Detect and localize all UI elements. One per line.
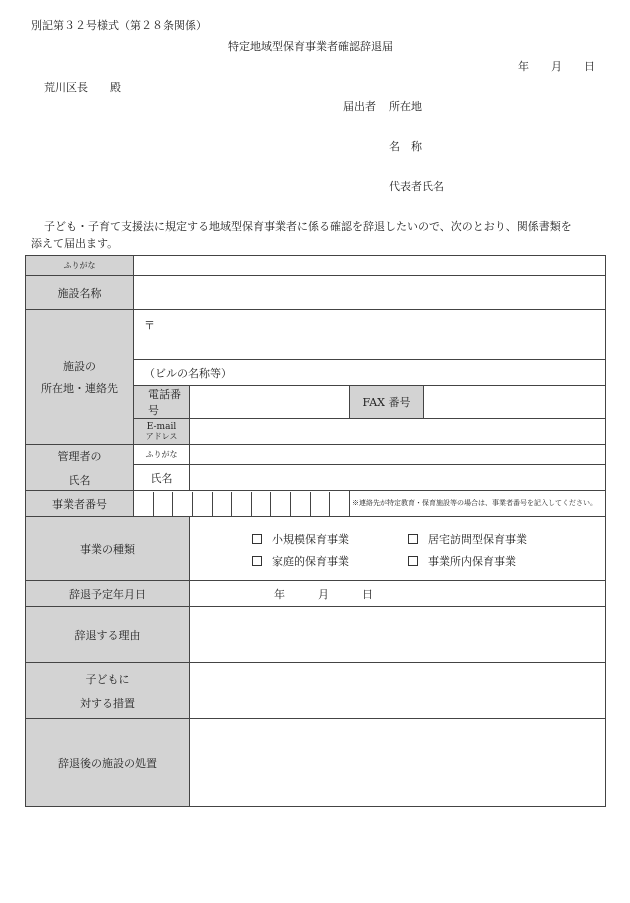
statement-line-2: 添えて届出ます。 bbox=[31, 237, 119, 250]
facility-name-field[interactable] bbox=[134, 276, 606, 310]
checkbox-icon[interactable] bbox=[408, 556, 418, 566]
operator-number-label: 事業者番号 bbox=[26, 491, 134, 517]
reason-label: 辞退する理由 bbox=[26, 607, 190, 663]
option-home-visit[interactable]: 居宅訪問型保育事業 bbox=[408, 531, 527, 547]
postal-address-field[interactable] bbox=[134, 310, 606, 360]
manager-furigana-field[interactable] bbox=[190, 445, 606, 465]
postal-mark: 〒 bbox=[144, 319, 155, 332]
manager-furigana-label: ふりがな bbox=[134, 445, 190, 465]
withdrawal-form-table bbox=[25, 255, 606, 807]
applicant-label: 届出者 bbox=[343, 100, 376, 113]
email-label: E-mail アドレス bbox=[134, 419, 190, 445]
operator-note: ※連絡先が特定教育・保育施設等の場合は、事業者番号を記入してください。 bbox=[350, 491, 606, 517]
representative-label: 代表者氏名 bbox=[389, 180, 444, 193]
manager-label: 管理者の 氏名 bbox=[26, 445, 134, 491]
statement-line-1: 子ども・子育て支援法に規定する地域型保育事業者に係る確認を辞退したいので、次のとおり、関係書類を bbox=[44, 220, 572, 233]
document-title: 特定地域型保育事業者確認辞退届 bbox=[228, 40, 393, 53]
building-name-field[interactable] bbox=[134, 360, 606, 386]
facility-furigana-field[interactable] bbox=[134, 256, 606, 276]
address-label: 所在地 bbox=[389, 100, 422, 113]
checkbox-icon[interactable] bbox=[408, 534, 418, 544]
manager-name-field[interactable] bbox=[190, 465, 606, 491]
reason-field[interactable] bbox=[190, 607, 606, 663]
form-number: 別記第３２号様式（第２８条関係） bbox=[31, 19, 207, 32]
facility-disposal-field[interactable] bbox=[190, 719, 606, 807]
addressee: 荒川区長 殿 bbox=[44, 81, 121, 94]
facility-name-label: 施設名称 bbox=[26, 276, 134, 310]
withdrawal-date-field[interactable]: 年 月 日 bbox=[190, 581, 606, 607]
option-home-based[interactable]: 家庭的保育事業 bbox=[252, 553, 349, 569]
fax-label: FAX 番号 bbox=[350, 386, 424, 419]
facility-disposal-label: 辞退後の施設の処置 bbox=[26, 719, 190, 807]
location-label: 施設の 所在地・連絡先 bbox=[26, 310, 134, 445]
building-label: （ビルの名称等） bbox=[144, 366, 232, 380]
phone-label: 電話番号 bbox=[134, 386, 190, 419]
date-line: 年 月 日 bbox=[518, 60, 595, 73]
checkbox-icon[interactable] bbox=[252, 556, 262, 566]
name-label: 名 称 bbox=[389, 140, 422, 153]
business-type-label: 事業の種類 bbox=[26, 517, 190, 581]
option-workplace[interactable]: 事業所内保育事業 bbox=[408, 553, 516, 569]
withdrawal-date-label: 辞退予定年月日 bbox=[26, 581, 190, 607]
checkbox-icon[interactable] bbox=[252, 534, 262, 544]
children-measures-label: 子どもに 対する措置 bbox=[26, 663, 190, 719]
fax-field[interactable] bbox=[424, 386, 606, 419]
furigana-label: ふりがな bbox=[26, 256, 134, 276]
business-type-options bbox=[190, 517, 606, 581]
operator-number-field[interactable] bbox=[134, 491, 350, 517]
children-measures-field[interactable] bbox=[190, 663, 606, 719]
operator-number-digit-boxes bbox=[134, 492, 349, 516]
manager-name-label: 氏名 bbox=[134, 465, 190, 491]
phone-field[interactable] bbox=[190, 386, 350, 419]
option-small-scale[interactable]: 小規模保育事業 bbox=[252, 531, 349, 547]
email-field[interactable] bbox=[190, 419, 606, 445]
